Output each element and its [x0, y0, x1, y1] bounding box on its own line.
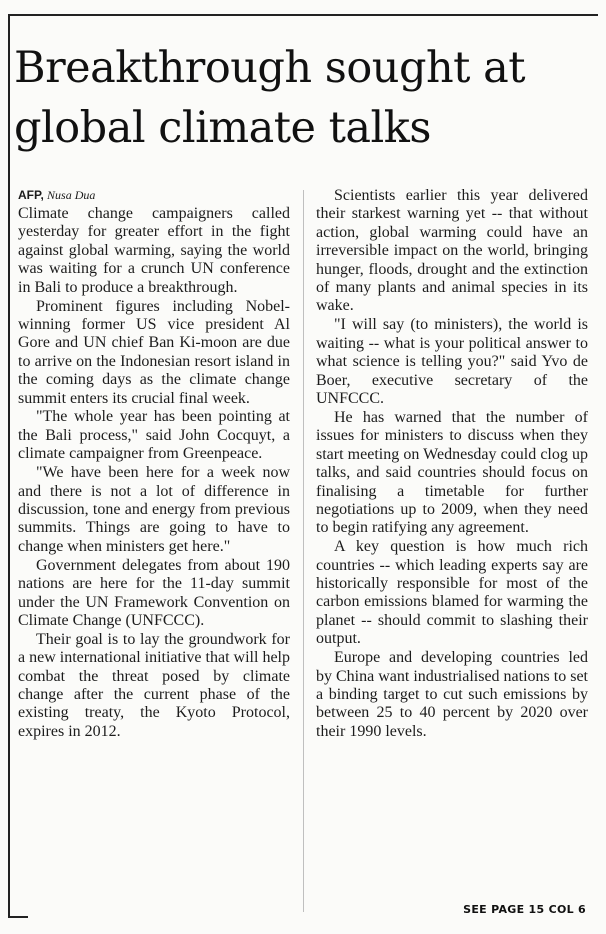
byline: [18, 187, 290, 203]
continuation-note: SEE PAGE 15 COL 6: [463, 903, 586, 916]
bottom-border-rule: [8, 916, 28, 918]
byline-agency: AFP,: [18, 188, 44, 202]
paragraph: "We have been here for a week now and there is not a lot of difference in discussion, tone and energy from previous summits. Things are going to have to change when ministers get here.": [18, 464, 290, 555]
top-border-rule: [8, 14, 598, 16]
byline-location: Nusa Dua: [47, 188, 96, 202]
paragraph: Their goal is to lay the groundwork for a new international initiative that will help combat the threat posed by climate change after the current phase of the existing treaty, the Kyoto Protocol, expires in 2012.: [18, 630, 290, 740]
paragraph: A key question is how much rich countries -- which leading experts say are historically responsible for most of the carbon emissions blamed for warming the planet -- should commit to slashing their output.: [316, 538, 588, 648]
paragraph: "I will say (to ministers), the world is waiting -- what is your political answer to what science is telling you?" said Yvo de Boer, executive secretary of the UNFCCC.: [316, 316, 588, 407]
paragraph: He has warned that the number of issues for ministers to discuss when they start meeting on Wednesday could clog up talks, and said countries should focus on finalising a timetable for further negotiations up to 2009, when they need to begin ratifying any agreement.: [316, 408, 588, 537]
paragraph: Government delegates from about 190 nations are here for the 11-day summit under the UN Framework Convention on Climate Change (UNFCCC).: [18, 556, 290, 629]
paragraph: Prominent figures including Nobel-winning former US vice president Al Gore and UN chief Ban Ki-moon are due to arrive on the Indonesian resort island in the coming days as the climate change summit enters its crucial final week.: [18, 297, 290, 407]
left-border-rule: [8, 14, 10, 918]
article-column-right: [316, 187, 588, 741]
article-column-left: [18, 187, 290, 741]
column-divider: [303, 190, 304, 912]
headline: Breakthrough sought at global climate talks: [14, 43, 526, 153]
paragraph: "The whole year has been pointing at the Bali process," said John Cocquyt, a climate campaigner from Greenpeace.: [18, 408, 290, 463]
paragraph: Climate change campaigners called yesterday for greater effort in the fight against global warming, saying the world was waiting for a crunch UN conference in Bali to produce a breakthrough.: [18, 205, 290, 296]
paragraph: Europe and developing countries led by China want industrialised nations to set a binding target to cut such emissions by between 25 to 40 percent by 2020 over their 1990 levels.: [316, 649, 588, 740]
paragraph: Scientists earlier this year delivered their starkest warning yet -- that without action, global warming could have an irreversible impact on the world, bringing hunger, floods, drought and the extinction of many plants and animal species in its wake.: [316, 187, 588, 315]
